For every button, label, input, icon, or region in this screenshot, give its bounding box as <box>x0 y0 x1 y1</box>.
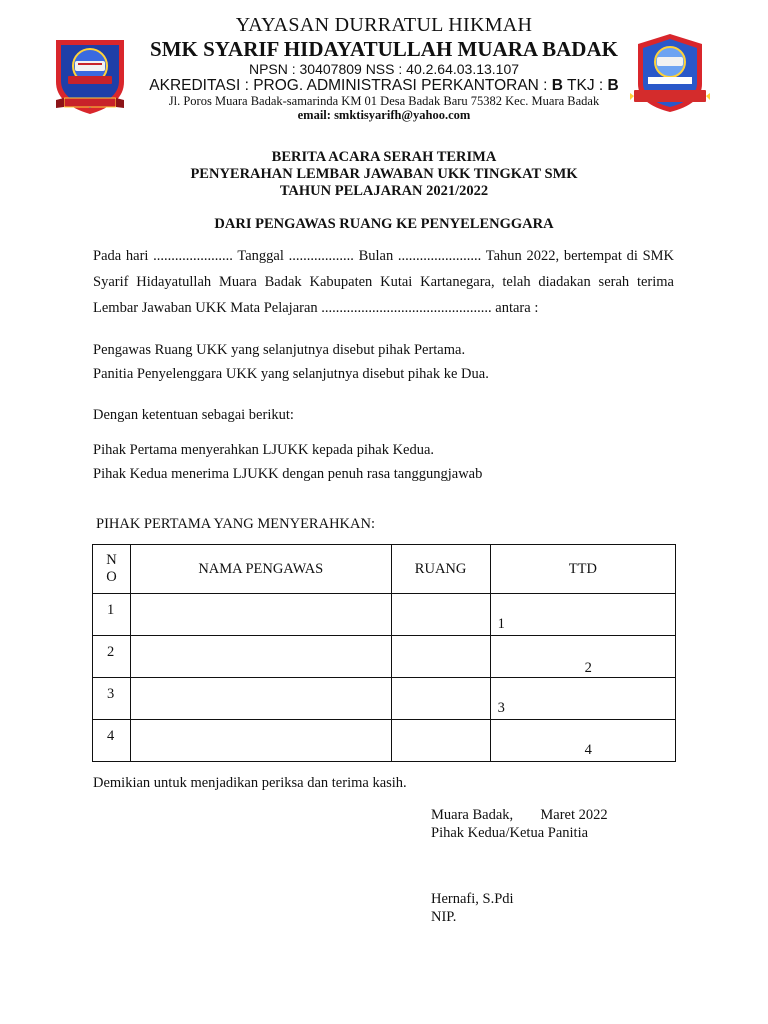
header-name: NAMA PENGAWAS <box>131 545 391 594</box>
foundation-name: YAYASAN DURRATUL HIKMAH <box>235 14 533 36</box>
sign-place: Muara Badak, <box>431 807 514 823</box>
header-no-line2: O <box>106 569 117 585</box>
row-name-cell <box>131 720 391 762</box>
row-room-cell <box>391 594 490 636</box>
row-name-cell <box>131 594 391 636</box>
row-no <box>93 594 131 636</box>
row-no <box>93 678 131 720</box>
row-no-text: 3 <box>107 686 115 702</box>
accreditation-mid: TKJ : <box>563 77 608 94</box>
accreditation-prefix: AKREDITASI : PROG. ADMINISTRASI PERKANTORAN : <box>149 77 552 94</box>
row-no-text: 2 <box>107 644 115 660</box>
table-row <box>93 720 676 762</box>
school-address: Jl. Poros Muara Badak-samarinda KM 01 Desa Badak Baru 75382 Kec. Muara Badak <box>168 94 600 108</box>
table-row <box>93 594 676 636</box>
terms-intro: Dengan ketentuan sebagai berikut: <box>93 407 294 423</box>
row-sign-cell <box>490 720 675 762</box>
doc-year: TAHUN PELAJARAN 2021/2022 <box>279 183 489 199</box>
sign-nip: NIP. <box>431 909 457 925</box>
closing-text: Demikian untuk menjadikan periksa dan terima kasih. <box>93 775 407 791</box>
row-room-cell <box>391 636 490 678</box>
sign-number: 2 <box>584 660 592 676</box>
sign-place-date <box>431 807 608 824</box>
sign-name: Hernafi, S.Pdi <box>431 891 514 907</box>
intro-paragraph: Pada hari ...................... Tanggal .................. Bulan ....................... Tahun 2022, bertempat di SMK Syarif Hidayatullah Muara Badak Kabupaten Kutai Kartanegara, telah diadakan serah terima Lembar Jawaban UKK Mata Pelajaran ............................................... antara : <box>93 248 674 316</box>
sign-number: 1 <box>497 616 505 632</box>
school-email: email: smktisyarifh@yahoo.com <box>297 108 471 122</box>
row-sign-cell <box>490 594 675 636</box>
row-no <box>93 636 131 678</box>
accreditation-grade-tkj: B <box>607 77 619 94</box>
header-no <box>93 545 131 594</box>
row-sign-cell <box>490 678 675 720</box>
sign-number: 4 <box>584 742 592 758</box>
row-no <box>93 720 131 762</box>
table-row <box>93 636 676 678</box>
row-name-cell <box>131 678 391 720</box>
sign-role: Pihak Kedua/Ketua Panitia <box>431 825 589 841</box>
doc-title: BERITA ACARA SERAH TERIMA <box>271 149 497 165</box>
doc-subtitle: PENYERAHAN LEMBAR JAWABAN UKK TINGKAT SMK <box>190 166 578 182</box>
row-name-cell <box>131 636 391 678</box>
table-header-row <box>93 545 676 594</box>
handover-table <box>92 544 676 762</box>
header-room: RUANG <box>391 545 490 594</box>
table-row <box>93 678 676 720</box>
sign-date: Maret 2022 <box>540 807 608 823</box>
row-no-text: 4 <box>107 728 115 744</box>
term-one: Pihak Pertama menyerahkan LJUKK kepada pihak Kedua. <box>93 442 435 458</box>
row-no-text: 1 <box>107 602 115 618</box>
party-two: Panitia Penyelenggara UKK yang selanjutnya disebut pihak ke Dua. <box>93 366 489 382</box>
row-sign-cell <box>490 636 675 678</box>
party-one: Pengawas Ruang UKK yang selanjutnya disebut pihak Pertama. <box>93 342 466 358</box>
school-logo-left <box>50 30 130 120</box>
row-room-cell <box>391 678 490 720</box>
school-name: SMK SYARIF HIDAYATULLAH MUARA BADAK <box>150 37 618 61</box>
header-no-line1: N <box>106 552 117 568</box>
school-ids: NPSN : 30407809 NSS : 40.2.64.03.13.107 <box>248 61 520 77</box>
doc-direction: DARI PENGAWAS RUANG KE PENYELENGGARA <box>214 216 554 232</box>
header-sign: TTD <box>490 545 675 594</box>
term-two: Pihak Kedua menerima LJUKK dengan penuh rasa tanggungjawab <box>93 466 483 482</box>
school-logo-right <box>630 30 710 120</box>
table-caption: PIHAK PERTAMA YANG MENYERAHKAN: <box>96 516 375 532</box>
row-room-cell <box>391 720 490 762</box>
accreditation-grade-ap: B <box>551 77 563 94</box>
sign-number: 3 <box>497 700 505 716</box>
